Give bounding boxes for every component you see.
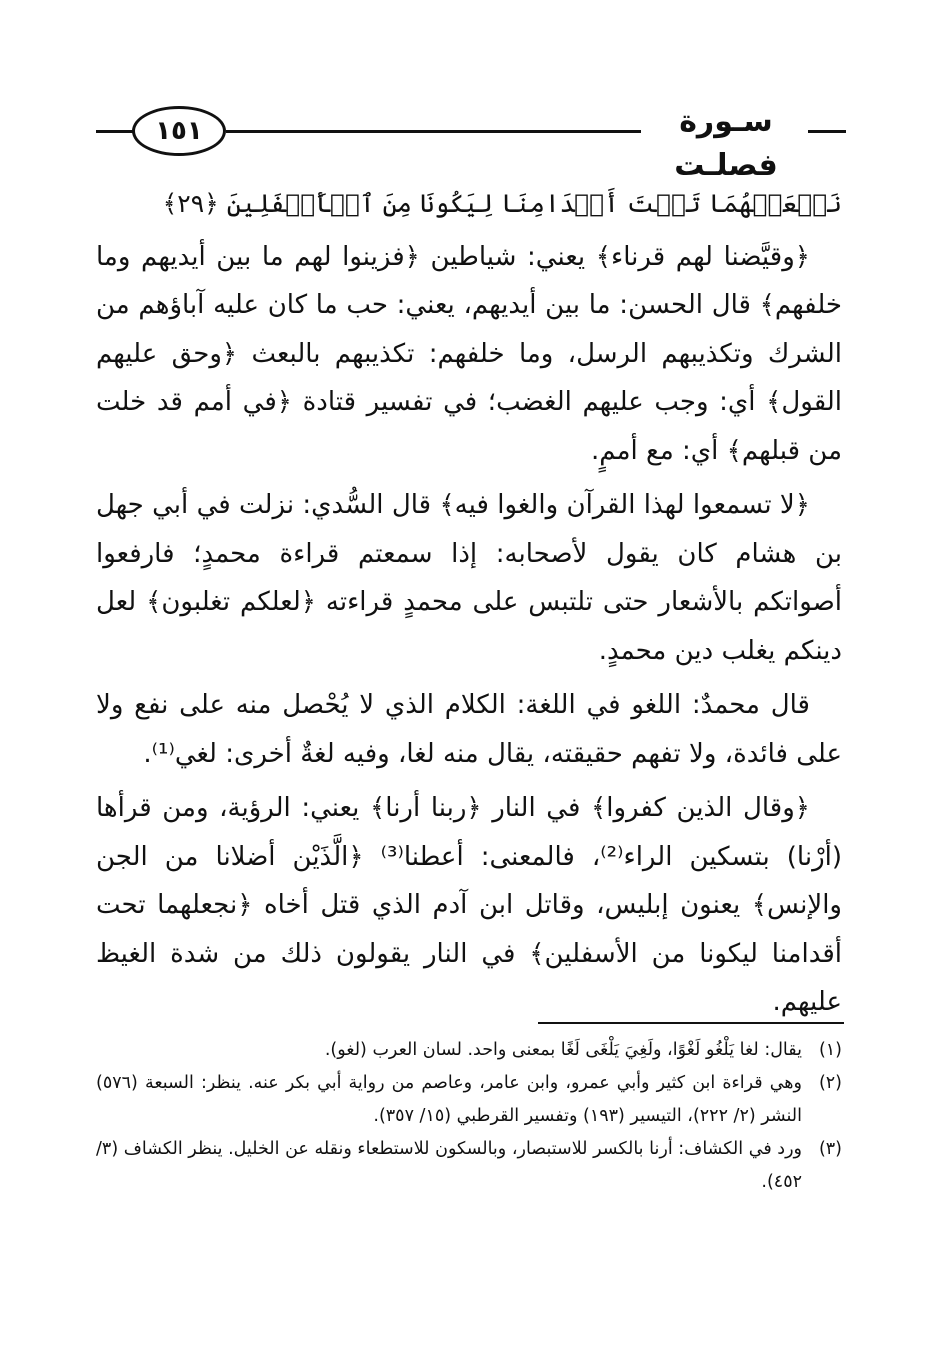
footnote bbox=[96, 1133, 842, 1199]
paragraph: ﴿لا تسمعوا لهذا القرآن والغوا فيه﴾ قال السُّدي: نزلت في أبي جهل بن هشام كان يقول لأصحابه: إذا سمعتم قراءة محمدٍ؛ فارفعوا أصواتكم بالأشعار حتى تلتبس على محمدٍ قراءته ﴿لعلكم تغلبون﴾ لعل دينكم يغلب دين محمدٍ. bbox=[96, 490, 842, 666]
footnote bbox=[96, 1067, 842, 1133]
footnote-number: (٣) bbox=[818, 1139, 842, 1159]
footnote-number: (١) bbox=[818, 1040, 842, 1060]
header-rule bbox=[226, 130, 641, 133]
header-rule bbox=[96, 130, 134, 133]
page-number: ١٥١ bbox=[132, 106, 226, 156]
paragraph: ﴿وقال الذين كفروا﴾ في النار ﴿ربنا أرنا﴾ يعني: الرؤية، ومن قرأها (أرْنا) بتسكين الراء⁽²⁾، فالمعنى: أعطنا⁽³⁾ ﴿الَّذَيْن أضلانا من الجن والإنس﴾ يعنون إبليس، وقاتل ابن آدم الذي قتل أخاه ﴿نجعلهما تحت أقدامنا ليكونا من الأسفلين﴾ في النار يقولون ذلك من شدة الغيظ عليهم. bbox=[96, 793, 842, 1017]
header-rule bbox=[808, 130, 846, 133]
footnote-separator bbox=[538, 1022, 844, 1024]
footnotes bbox=[96, 1034, 842, 1199]
footnote-text: وهي قراءة ابن كثير وأبي عمرو، وابن عامر، وعاصم من رواية أبي بكر عنه. ينظر: السبعة (٥٧٦) النشر (٢/ ٢٢٢)، التيسير (١٩٣) وتفسير القرطبي (١٥/ ٣٥٧). bbox=[96, 1073, 802, 1126]
footnote-text: ورد في الكشاف: أرنا بالكسر للاستبصار، وبالسكون للاستطعاء ونقله عن الخليل. ينظر الكشاف (٣/ ٤٥٢). bbox=[96, 1139, 802, 1192]
surah-title: سـورة فصلـت bbox=[674, 104, 778, 183]
paragraph: قال محمدٌ: اللغو في اللغة: الكلام الذي لا يُحْصل منه على نفع ولا على فائدة، ولا تفهم حقيقته، يقال منه لغا، وفيه لغةٌ أخرى: لغي⁽¹⁾. bbox=[96, 690, 842, 769]
page-header bbox=[96, 100, 846, 183]
paragraph: ﴿وقيَّضنا لهم قرناء﴾ يعني: شياطين ﴿فزينوا لهم ما بين أيديهم وما خلفهم﴾ قال الحسن: ما بين أيديهم، يعني: حب ما كان عليه آباؤهم من الشرك وتكذيبهم الرسل، وما خلفهم: تكذيبهم بالبعث ﴿وحق عليهم القول﴾ أي: وجب عليهم الغضب؛ في تفسير قتادة ﴿في أمم قد خلت من قبلهم﴾ أي: مع أممٍ. bbox=[96, 241, 842, 466]
body-text bbox=[96, 180, 842, 1033]
footnote-text: يقال: لغا يَلْغُو لَغْوًا، ولَغِيَ يَلْغَى لَغًا بمعنى واحد. لسان العرب (لغو). bbox=[324, 1040, 802, 1060]
footnote-number: (٢) bbox=[818, 1073, 842, 1093]
quran-verse-line: نَجۡعَلۡهُمَا تَحۡتَ أَقۡدَامِنَا لِيَكُونَا مِنَ ٱلۡأَسۡفَلِينَ ﴿٢٩﴾ bbox=[162, 189, 842, 218]
footnote bbox=[96, 1034, 842, 1067]
